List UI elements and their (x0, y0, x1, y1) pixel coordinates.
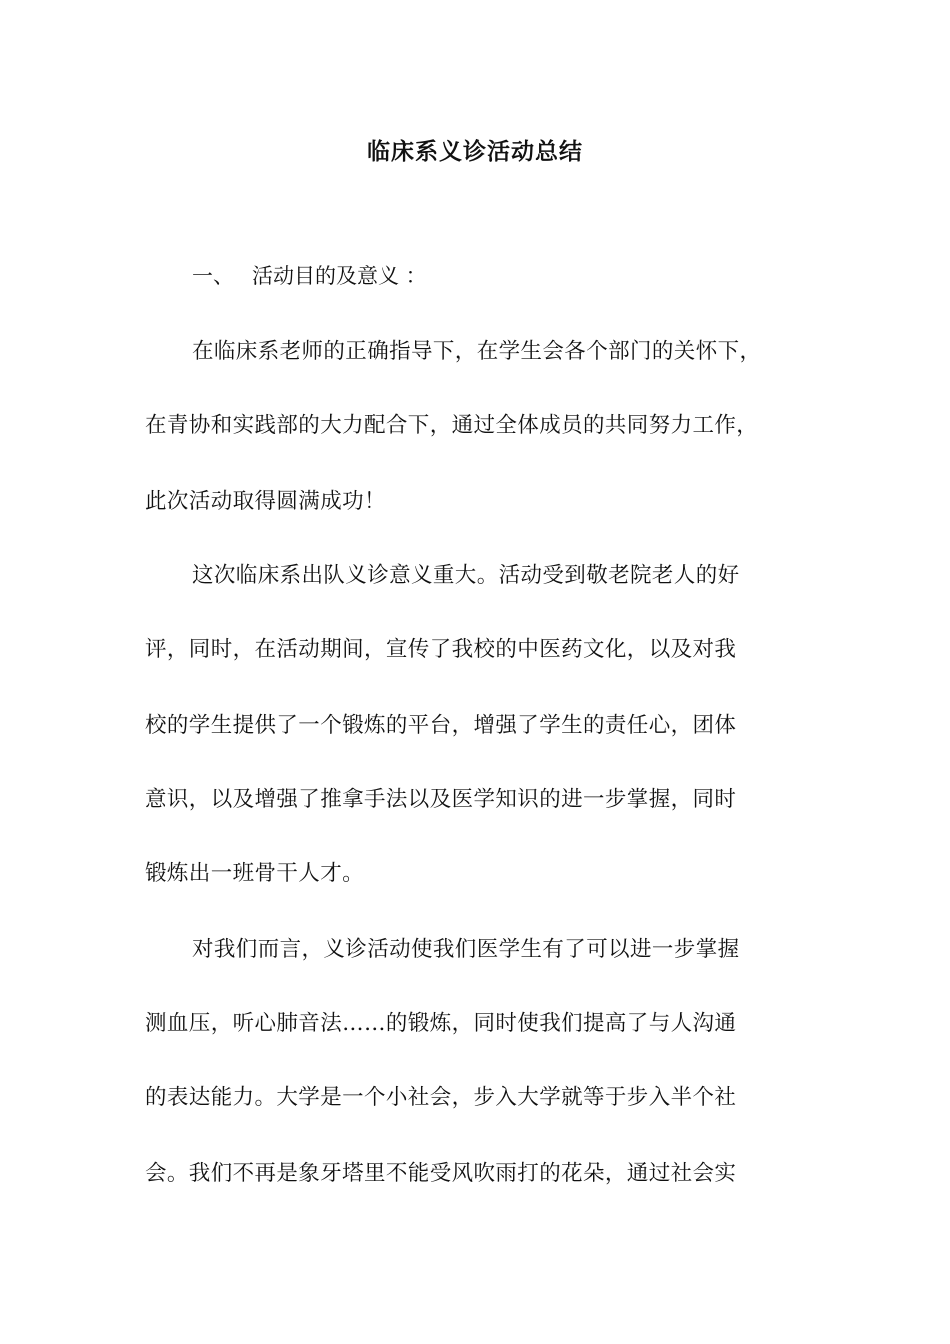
paragraph-line: 会。我们不再是象牙塔里不能受风吹雨打的花朵，通过社会实 (145, 1161, 737, 1186)
paragraph-line: 校的学生提供了一个锻炼的平台，增强了学生的责任心，团体 (145, 713, 737, 738)
paragraph-line: 对我们而言，义诊活动使我们医学生有了可以进一步掌握 (192, 937, 740, 962)
paragraph-line: 这次临床系出队义诊意义重大。活动受到敬老院老人的好 (192, 563, 740, 588)
paragraph-line: 在青协和实践部的大力配合下，通过全体成员的共同努力工作， (145, 413, 759, 438)
paragraph-line: 在临床系老师的正确指导下，在学生会各个部门的关怀下， (192, 339, 762, 364)
paragraph-line: 意识，以及增强了推拿手法以及医学知识的进一步掌握，同时 (145, 787, 737, 812)
section-number: 一、 (192, 264, 234, 288)
paragraph-line: 评，同时，在活动期间，宣传了我校的中医药文化，以及对我 (145, 637, 737, 662)
paragraph-line: 测血压，听心肺音法……的锻炼，同时使我们提高了与人沟通 (145, 1011, 737, 1036)
section-heading-text: 活动目的及意义 ： (252, 264, 427, 288)
paragraph-line: 此次活动取得圆满成功！ (145, 489, 386, 514)
section-heading (192, 260, 427, 292)
document-title: 临床系义诊活动总结 (367, 138, 583, 165)
paragraph-line: 的表达能力。大学是一个小社会，步入大学就等于步入半个社 (145, 1085, 737, 1110)
paragraph-line: 锻炼出一班骨干人才。 (145, 861, 365, 886)
